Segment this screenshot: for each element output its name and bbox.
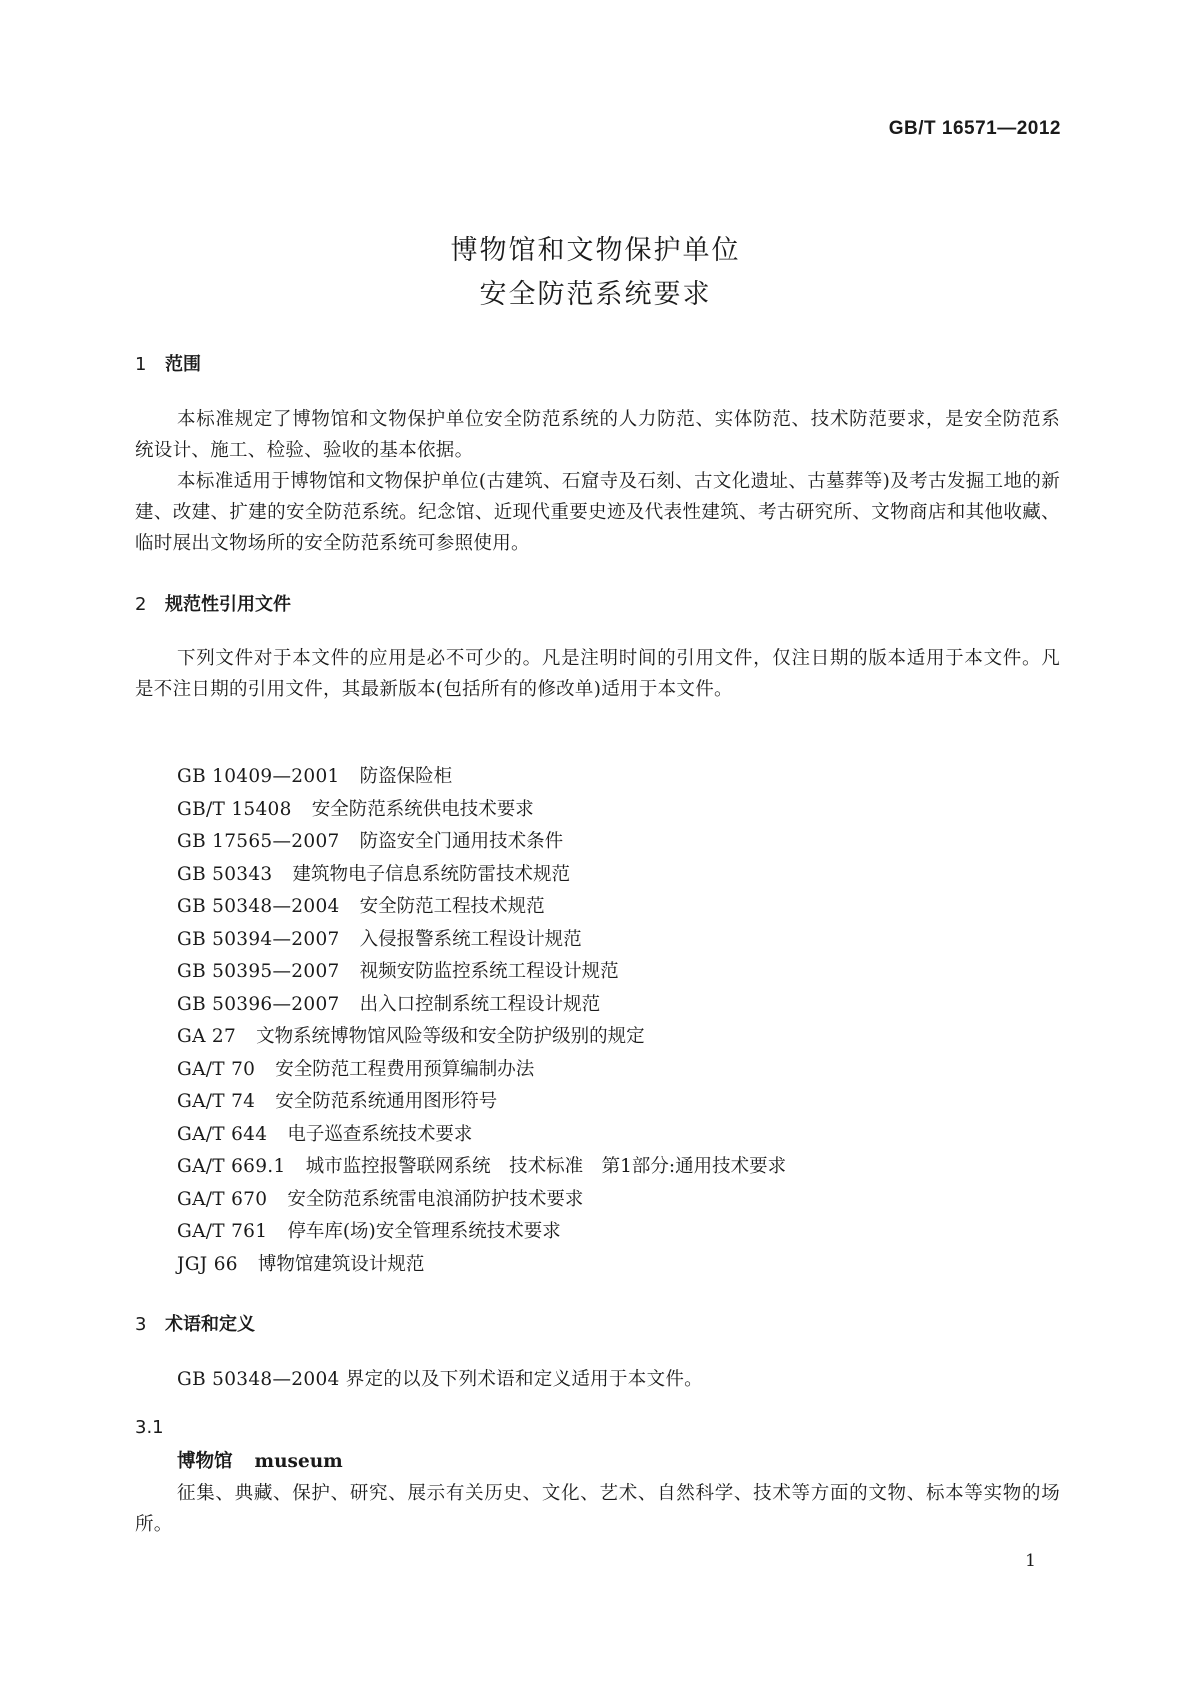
reference-code: GB 50394—2007: [177, 928, 340, 950]
reference-title: 建筑物电子信息系统防雷技术规范: [292, 863, 571, 885]
reference-item: [177, 891, 786, 924]
reference-item: [177, 1151, 786, 1184]
reference-item: [177, 989, 786, 1022]
section-number: 1: [135, 354, 147, 375]
section-title: 术语和定义: [165, 1314, 255, 1335]
reference-list: [177, 761, 786, 1281]
reference-item: [177, 1021, 786, 1054]
page-number: 1: [1025, 1551, 1036, 1571]
section-number: 2: [135, 594, 147, 615]
reference-title: 文物系统博物馆风险等级和安全防护级别的规定: [256, 1026, 645, 1047]
reference-title: 城市监控报警联网系统 技术标准 第1部分:通用技术要求: [305, 1156, 787, 1177]
section-heading-scope: [135, 350, 201, 376]
section-heading-normative-references: [135, 590, 291, 616]
reference-code: GB/T 15408: [177, 798, 292, 820]
reference-title: 安全防范工程费用预算编制办法: [275, 1058, 535, 1080]
term-chinese: 博物馆: [177, 1451, 233, 1472]
reference-item: [177, 761, 786, 794]
terms-intro-paragraph: GB 50348—2004 界定的以及下列术语和定义适用于本文件。: [177, 1369, 703, 1390]
reference-code: GA/T 761: [177, 1221, 268, 1242]
section-title: 范围: [165, 354, 201, 375]
section-number: 3: [135, 1314, 147, 1335]
reference-item: [177, 1054, 786, 1087]
section-title: 规范性引用文件: [165, 594, 291, 615]
reference-title: 防盗安全门通用技术条件: [359, 831, 564, 852]
reference-code: GB 17565—2007: [177, 831, 340, 852]
reference-code: GB 50343: [177, 863, 273, 885]
reference-item: [177, 1216, 786, 1249]
references-intro-paragraph: 下列文件对于本文件的应用是必不可少的。凡是注明时间的引用文件，仅注日期的版本适用于本文件。凡是不注日期的引用文件，其最新版本(包括所有的修改单)适用于本文件。: [135, 648, 1060, 700]
reference-title: 停车库(场)安全管理系统技术要求: [287, 1221, 561, 1242]
document-title-line1: 博物馆和文物保护单位: [450, 235, 741, 266]
reference-title: 博物馆建筑设计规范: [257, 1253, 425, 1275]
reference-item: [177, 794, 786, 827]
reference-code: JGJ 66: [177, 1253, 238, 1275]
reference-code: GA/T 644: [177, 1123, 268, 1145]
reference-code: GA/T 669.1: [177, 1156, 286, 1177]
term-entry: [177, 1447, 343, 1473]
reference-item: [177, 1119, 786, 1152]
reference-title: 入侵报警系统工程设计规范: [359, 928, 582, 950]
reference-title: 安全防范系统供电技术要求: [311, 798, 534, 820]
reference-title: 电子巡查系统技术要求: [287, 1123, 473, 1145]
reference-item: [177, 859, 786, 892]
term-english: museum: [254, 1451, 343, 1472]
reference-item: [177, 1249, 786, 1282]
reference-code: GB 50348—2004: [177, 896, 340, 917]
reference-item: [177, 1184, 786, 1217]
reference-code: GB 10409—2001: [177, 766, 340, 787]
reference-title: 防盗保险柜: [359, 766, 453, 787]
scope-paragraph-1: 本标准规定了博物馆和文物保护单位安全防范系统的人力防范、实体防范、技术防范要求，是安全防范系统设计、施工、检验、验收的基本依据。: [135, 409, 1060, 461]
reference-code: GA/T 670: [177, 1188, 268, 1210]
reference-title: 安全防范工程技术规范: [359, 896, 545, 917]
reference-item: [177, 924, 786, 957]
reference-code: GA 27: [177, 1026, 237, 1047]
reference-item: [177, 1086, 786, 1119]
reference-title: 出入口控制系统工程设计规范: [359, 993, 601, 1015]
reference-item: [177, 956, 786, 989]
reference-code: GB 50396—2007: [177, 993, 340, 1015]
reference-title: 视频安防监控系统工程设计规范: [359, 961, 619, 982]
document-title-line2: 安全防范系统要求: [479, 279, 712, 310]
reference-title: 安全防范系统雷电浪涌防护技术要求: [287, 1188, 584, 1210]
section-heading-terms-definitions: [135, 1310, 255, 1336]
term-definition: 征集、典藏、保护、研究、展示有关历史、文化、艺术、自然科学、技术等方面的文物、标本等实物的场所。: [135, 1483, 1060, 1535]
standard-code: GB/T 16571—2012: [888, 118, 1061, 139]
reference-item: [177, 826, 786, 859]
reference-code: GA/T 74: [177, 1091, 256, 1112]
reference-code: GB 50395—2007: [177, 961, 340, 982]
reference-title: 安全防范系统通用图形符号: [275, 1091, 498, 1112]
reference-code: GA/T 70: [177, 1058, 256, 1080]
scope-paragraph-2: 本标准适用于博物馆和文物保护单位(古建筑、石窟寺及石刻、古文化遗址、古墓葬等)及考古发掘工地的新建、改建、扩建的安全防范系统。纪念馆、近现代重要史迹及代表性建筑、考古研究所、文物商店和其他收藏、临时展出文物场所的安全防范系统可参照使用。: [135, 471, 1060, 554]
term-number: 3.1: [135, 1417, 164, 1438]
